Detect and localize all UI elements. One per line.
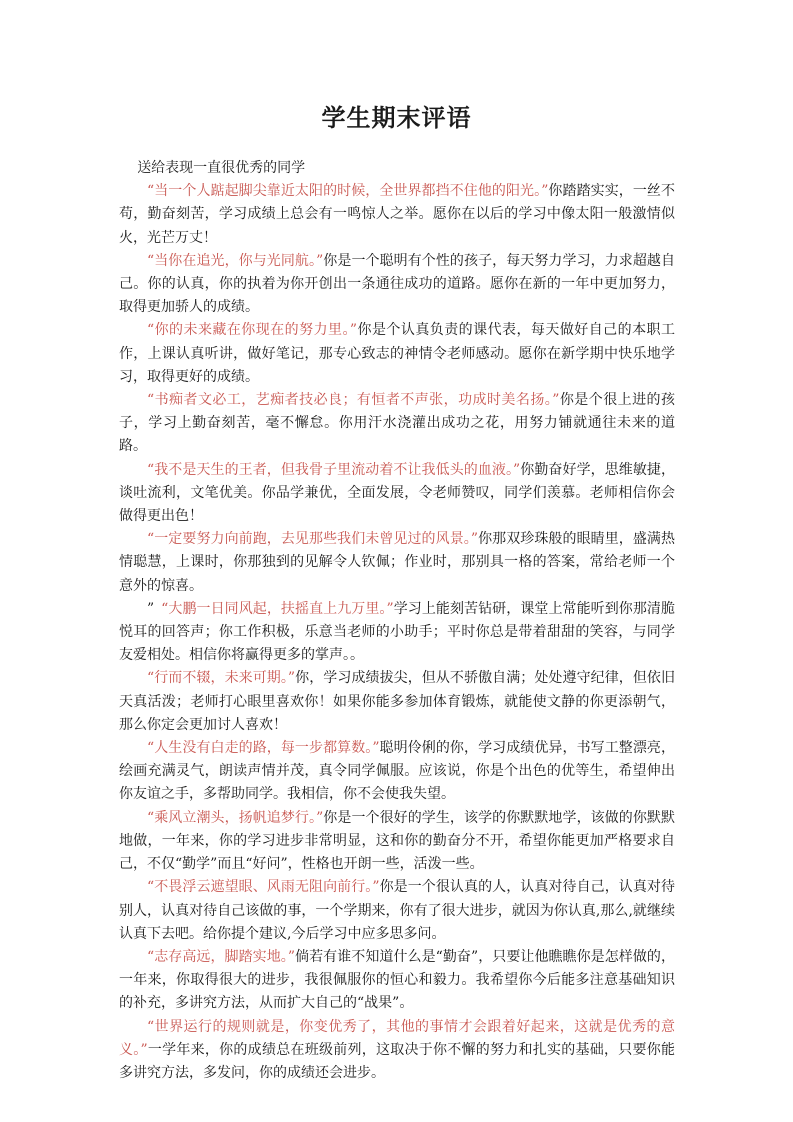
- quote-text: “不畏浮云遮望眼、风雨无阻向前行。”: [147, 879, 380, 896]
- comment-paragraph: [119, 250, 675, 320]
- comment-text: 你是一个很认真的人，认真对待自己，认真对待别人，认真对待自己该做的事，一个学期来，你有了很大进步，就因为你认真,那么,就继续认真下去吧。给你提个建议,今后学习中应多思多问。: [119, 879, 675, 942]
- stray-quote-mark: ”: [147, 600, 162, 617]
- page-title: 学生期末评语: [321, 104, 472, 132]
- comment-text: 你是一个很好的学生，该学的你默默地学，该做的你默默地做，一年来，你的学习进步非常明显，这和你的勤奋分不开，希望你能更加严格要求自己，不仅“勤学”而且“好问”，性格也开朗一些，活泼一些。: [119, 809, 675, 873]
- comment-text: 学习上能刻苦钻研，课堂上常能听到你那清脆悦耳的回答声；你工作积极，乐意当老师的小助手；平时你总是带着甜甜的笑容，与同学友爱相处。相信你将赢得更多的掌声。。: [119, 600, 675, 664]
- comment-text: 你是个很上进的孩子，学习上勤奋刻苦，毫不懈怠。你用汗水浇灌出成功之花，用努力铺就通往未来的道路。: [119, 392, 675, 455]
- comment-paragraph: [119, 876, 675, 946]
- comment-text: 一学年来，你的成绩总在班级前列，这取决于你不懈的努力和扎实的基础，只要你能多讲究方法，多发问，你的成绩还会进步。: [119, 1041, 675, 1081]
- quote-text: “我不是天生的王者，但我骨子里流动着不让我低头的血液。”: [147, 461, 521, 478]
- comment-paragraph: [119, 1016, 675, 1086]
- quote-text: “书痴者文必工，艺痴者技必良；有恒者不声张，功成时美名扬。”: [147, 392, 560, 409]
- comment-paragraph: [119, 319, 675, 389]
- comment-paragraph: [119, 946, 675, 1016]
- comment-text: 你是一个聪明有个性的孩子，每天努力学习，力求超越自己。你的认真，你的执着为你开创出一条通往成功的道路。愿你在新的一年中更加努力，取得更加骄人的成绩。: [119, 252, 675, 316]
- comment-text: 你，学习成绩拔尖，但从不骄傲自满；处处遵守纪律，但依旧天真活泼；老师打心眼里喜欢你！如果你能多参加体育锻炼，就能使文静的你更添朝气，那么你定会更加讨人喜欢！: [119, 670, 675, 733]
- comment-text: 你是个认真负责的课代表，每天做好自己的本职工作，上课认真听讲，做好笔记，那专心致志的神情令老师感动。愿你在新学期中快乐地学习，取得更好的成绩。: [119, 322, 675, 385]
- quote-text: “乘风立潮头，扬帆追梦行。”: [147, 809, 324, 826]
- quote-text: “当一个人踮起脚尖靠近太阳的时候，全世界都挡不住他的阳光。”: [147, 183, 549, 200]
- quote-text: “人生没有白走的路，每一步都算数。”: [147, 740, 380, 757]
- comment-text: 聪明伶俐的你，学习成绩优异，书写工整漂亮，绘画充满灵气，朗读声情并茂，真令同学佩服。应该说，你是个出色的优等生，希望伸出你友谊之手，多帮助同学。我相信，你不会使我失望。: [119, 740, 675, 803]
- document-body: [119, 157, 675, 1085]
- comment-paragraph: [119, 807, 675, 877]
- dedication-line: 送给表现一直很优秀的同学: [137, 160, 306, 176]
- quote-text: “当你在追光，你与光同航。”: [147, 252, 324, 269]
- comment-paragraph: [119, 528, 675, 598]
- comment-paragraph: [119, 598, 675, 668]
- quote-text: “志存高远，脚踏实地。”: [147, 948, 295, 965]
- comment-paragraph: [119, 180, 675, 250]
- comment-text: 你勤奋好学，思维敏捷，谈吐流利，文笔优美。你品学兼优，全面发展，令老师赞叹，同学们羡慕。老师相信你会做得更出色！: [119, 461, 675, 525]
- comment-paragraph: [119, 667, 675, 737]
- quote-text: “行而不辍，未来可期。”: [147, 670, 296, 687]
- comment-paragraph: [119, 737, 675, 807]
- comment-paragraph: [119, 389, 675, 459]
- comment-paragraph: [119, 459, 675, 529]
- comment-text: 你那双珍珠般的眼睛里，盛满热情聪慧，上课时，你那独到的见解令人钦佩；作业时，那别具一格的答案，常给老师一个意外的惊喜。: [119, 531, 675, 594]
- quote-text: “你的未来藏在你现在的努力里。”: [147, 322, 358, 339]
- comment-text: 你踏踏实实，一丝不苟，勤奋刻苦，学习成绩上总会有一鸣惊人之举。愿你在以后的学习中像太阳一般激情似火，光芒万丈！: [119, 183, 675, 246]
- quote-text: “世界运行的规则就是，你变优秀了，其他的事情才会跟着好起来，这就是优秀的意义。”: [119, 1018, 675, 1058]
- comment-text: 倘若有谁不知道什么是“勤奋”，只要让他瞧瞧你是怎样做的，一年来，你取得很大的进步，我很佩服你的恒心和毅力。我希望你今后能多注意基础知识的补充，多讲究方法，从而扩大自己的“战果”。: [119, 948, 675, 1012]
- quote-text: “一定要努力向前跑，去见那些我们未曾见过的风景。”: [147, 531, 479, 548]
- quote-text: “大鹏一日同风起，扶摇直上九万里。”: [161, 600, 394, 617]
